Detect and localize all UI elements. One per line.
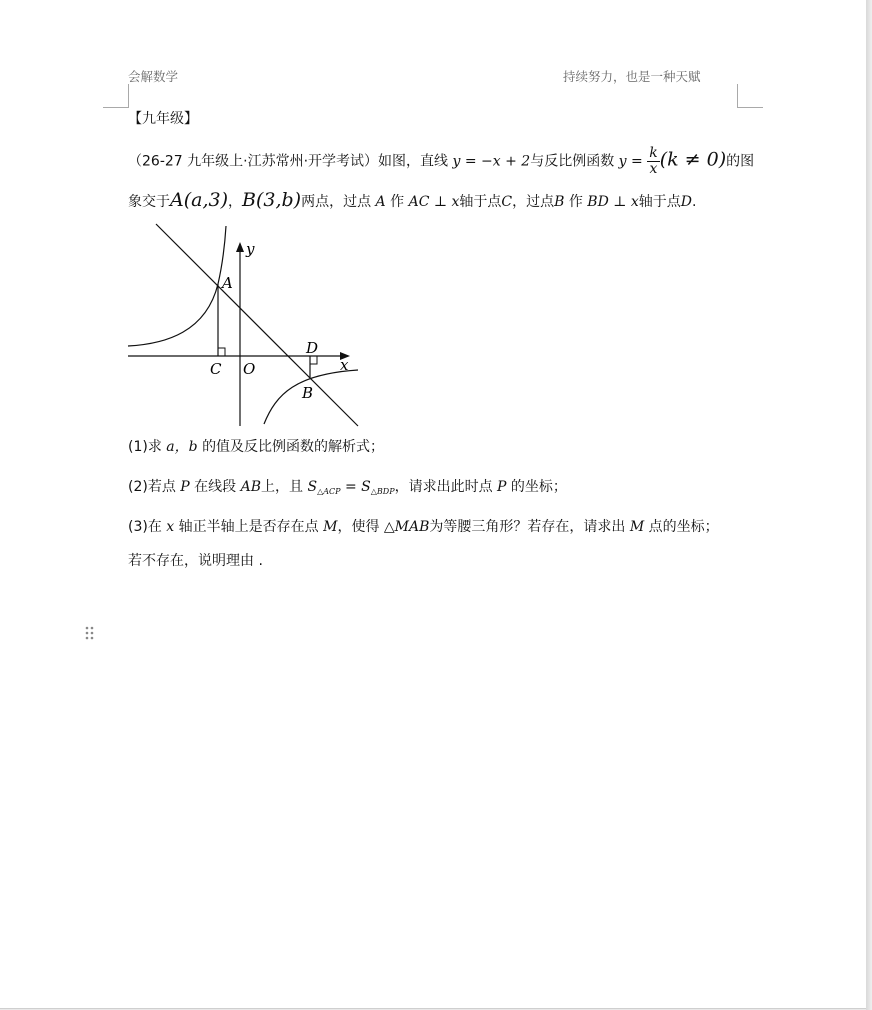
header-left: 会解数学 [128, 69, 179, 84]
y-axis-arrow [236, 242, 244, 252]
right-angle-c [218, 348, 225, 356]
text-span: ，过点 [512, 194, 555, 210]
hyperbola-branch-upper [128, 226, 226, 346]
problem-source: （26-27 九年级上·江苏常州·开学考试） [128, 153, 379, 170]
label-c: C [210, 360, 222, 378]
point-b-coord: B(3,b) [242, 189, 302, 211]
problem-line-1 [128, 146, 754, 177]
header-right: 持续努力，也是一种天赋 [563, 69, 701, 84]
problem-line-2 [128, 191, 696, 211]
line-equation: y = −x + 2 [452, 153, 531, 170]
label-y: y [246, 240, 255, 258]
label-d: D [306, 339, 319, 357]
text-span: 轴于点 [459, 194, 502, 210]
bd-perp: BD ⊥ x [587, 194, 639, 210]
q2-area-1: S [307, 479, 318, 495]
crop-mark-right [737, 84, 763, 108]
q3-triangle: △MAB [383, 519, 430, 535]
text-span: 象交于 [128, 194, 170, 210]
text-span: 如图，直线 [378, 153, 449, 170]
text-span: 上，且 [261, 479, 304, 495]
func-fraction [647, 146, 659, 177]
text-span: 的图 [726, 153, 755, 170]
text-span: 的值及反比例函数的解析式； [202, 439, 385, 455]
text-span: ， [228, 194, 243, 210]
text-span: 在线段 [194, 479, 237, 495]
text-span: 与反比例函数 [530, 153, 615, 170]
text-span: 两点，过点 [301, 194, 372, 210]
func-numerator: k [649, 145, 658, 161]
line-graph [156, 224, 358, 426]
question-1 [128, 438, 384, 456]
drag-handle-icon[interactable] [85, 626, 95, 642]
label-a: A [222, 274, 233, 292]
q2-var-ab: AB [240, 479, 262, 495]
q2-area-1-sub: △ACP [317, 487, 341, 496]
var-D: D [680, 194, 693, 210]
question-3 [128, 518, 719, 536]
q3-var-m2: M [629, 519, 645, 535]
q2-area-2: S [361, 479, 371, 495]
text-span: ，使得 [337, 519, 380, 535]
func-condition: (k ≠ 0) [659, 148, 727, 171]
label-o: O [243, 360, 256, 378]
text-span: 点的坐标； [648, 519, 719, 535]
var-C: C [501, 194, 513, 210]
q2-area-2-sub: △BDP [370, 487, 395, 496]
q2-var-p: P [180, 479, 190, 495]
text-span: (1)求 [128, 439, 162, 455]
question-2 [128, 478, 567, 501]
text-span: (2)若点 [128, 479, 176, 495]
label-b: B [302, 384, 314, 402]
function-graph [126, 222, 362, 428]
ac-perp: AC ⊥ x [408, 194, 460, 210]
func-y: y = [618, 153, 643, 170]
crop-mark-left [103, 84, 129, 108]
text-span: 轴于点 [638, 194, 681, 210]
text-span: 为等腰三角形？若存在，请求出 [429, 519, 626, 535]
func-denominator: x [649, 161, 658, 177]
question-3-line-2: 若不存在，说明理由 . [128, 553, 263, 569]
q1-vars: a，b [166, 439, 198, 455]
point-a-coord: A(a,3) [170, 189, 229, 211]
q3-var-m: M [323, 519, 338, 535]
text-span: . [692, 194, 697, 210]
text-span: 作 [390, 194, 405, 210]
q2-var-p2: P [497, 479, 507, 495]
grade-label: 【九年级】 [128, 111, 198, 127]
text-span: 的坐标； [510, 479, 567, 495]
right-angle-d [310, 356, 317, 364]
var-B: B [554, 194, 565, 210]
q3-var-x: x [166, 519, 175, 535]
var-A: A [375, 194, 386, 210]
text-span: 轴正半轴上是否存在点 [178, 519, 319, 535]
label-x: x [340, 356, 349, 374]
q2-equals: = [344, 479, 357, 495]
page-shadow [866, 0, 872, 1010]
text-span: ，请求出此时点 [394, 479, 493, 495]
text-span: (3)在 [128, 519, 162, 535]
text-span: 作 [568, 194, 583, 210]
